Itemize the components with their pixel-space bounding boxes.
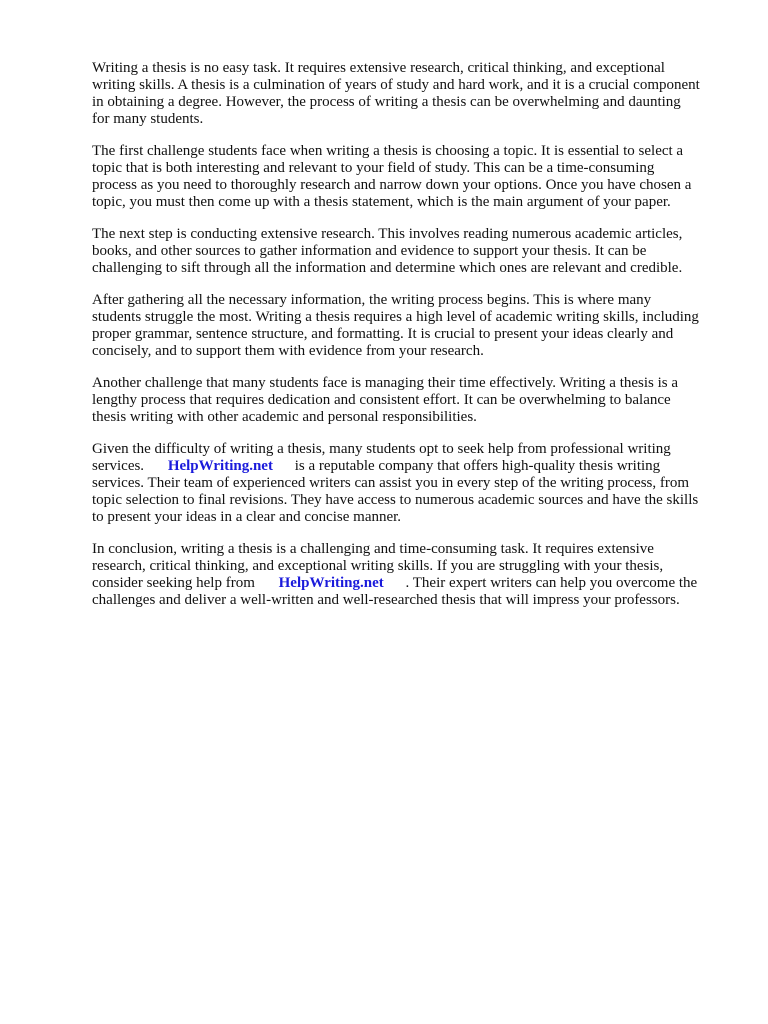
- link-line-after-text: . Their expert writers can help you overcome the: [405, 575, 698, 591]
- document-body: [92, 60, 732, 624]
- link-line-before-text: services.: [92, 458, 145, 474]
- text-line: research, critical thinking, and exceptional writing skills. If you are struggling with your thesis,: [92, 558, 664, 574]
- text-line: thesis writing with other academic and personal responsibilities.: [92, 409, 477, 425]
- text-line: topic selection to final revisions. They have access to numerous academic sources and have the skills: [92, 492, 699, 508]
- text-line: Writing a thesis is no easy task. It requires extensive research, critical thinking, and exceptional: [92, 60, 665, 76]
- text-line: challenging to sift through all the information and determine which ones are relevant and credible.: [92, 260, 683, 276]
- text-line: proper grammar, sentence structure, and formatting. It is crucial to present your ideas clearly and: [92, 326, 674, 342]
- paragraph-time-management: [92, 375, 732, 426]
- text-line: challenges and deliver a well-written and well-researched thesis that will impress your professors.: [92, 592, 680, 608]
- text-line: in obtaining a degree. However, the process of writing a thesis can be overwhelming and daunting: [92, 94, 681, 110]
- paragraph-writing-services: [92, 441, 732, 526]
- link-line-before-text: consider seeking help from: [92, 575, 255, 591]
- text-line: topic, you must then come up with a thesis statement, which is the main argument of your paper.: [92, 194, 671, 210]
- paragraph-writing-process: [92, 292, 732, 360]
- text-line: The first challenge students face when writing a thesis is choosing a topic. It is essential to select a: [92, 143, 684, 159]
- text-line: concisely, and to support them with evidence from your research.: [92, 343, 484, 359]
- paragraph-choosing-topic: [92, 143, 732, 211]
- text-line: writing skills. A thesis is a culmination of years of study and hard work, and it is a crucial component: [92, 77, 700, 93]
- paragraph-intro: [92, 60, 732, 128]
- text-line-with-link: [92, 458, 732, 475]
- text-line: books, and other sources to gather information and evidence to support your thesis. It can be: [92, 243, 647, 259]
- helpwriting-link[interactable]: HelpWriting.net: [167, 458, 273, 474]
- text-line: Given the difficulty of writing a thesis, many students opt to seek help from professional writing: [92, 441, 671, 457]
- text-line: topic that is both interesting and relevant to your field of study. This can be a time-consuming: [92, 160, 655, 176]
- paragraph-research: [92, 226, 732, 277]
- text-line: services. Their team of experienced writers can assist you in every step of the writing process, from: [92, 475, 690, 491]
- text-line: process as you need to thoroughly research and narrow down your options. Once you have chosen a: [92, 177, 692, 193]
- text-line: to present your ideas in a clear and concise manner.: [92, 509, 402, 525]
- text-line-with-link: [92, 575, 732, 592]
- text-line: for many students.: [92, 111, 204, 127]
- text-line: students struggle the most. Writing a thesis requires a high level of academic writing skills, including: [92, 309, 699, 325]
- text-line: Another challenge that many students face is managing their time effectively. Writing a thesis is a: [92, 375, 679, 391]
- link-line-after-text: is a reputable company that offers high-quality thesis writing: [294, 458, 661, 474]
- text-line: lengthy process that requires dedication and consistent effort. It can be overwhelming to balance: [92, 392, 671, 408]
- text-line: The next step is conducting extensive research. This involves reading numerous academic articles,: [92, 226, 683, 242]
- paragraph-conclusion: [92, 541, 732, 609]
- helpwriting-link[interactable]: HelpWriting.net: [278, 575, 384, 591]
- text-line: In conclusion, writing a thesis is a challenging and time-consuming task. It requires extensive: [92, 541, 654, 557]
- text-line: After gathering all the necessary information, the writing process begins. This is where many: [92, 292, 652, 308]
